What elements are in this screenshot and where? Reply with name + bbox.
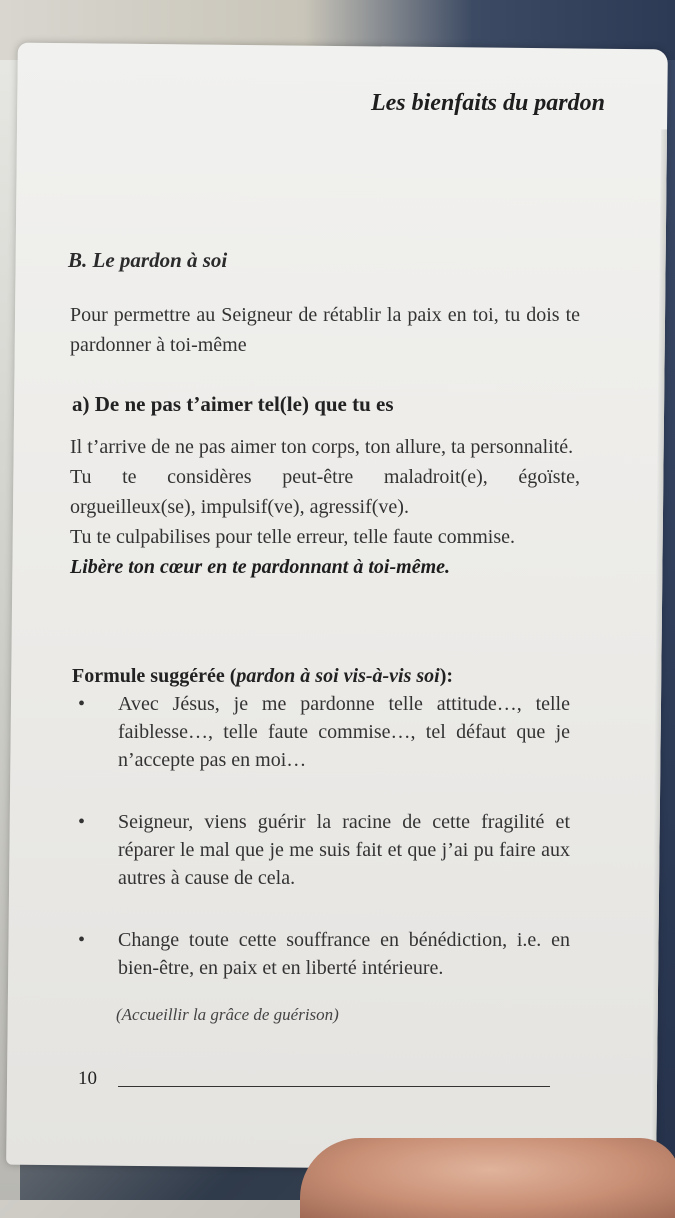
- bullet-icon: •: [78, 929, 86, 951]
- bullet-text: Change toute cette souffrance en bénédiction, i.e. en bien-être, en paix et en liberté intérieure.: [118, 929, 570, 979]
- bullet-icon: •: [78, 811, 86, 833]
- formula-title-italic: pardon à soi vis-à-vis soi: [236, 665, 440, 687]
- bullet-text: Avec Jésus, je me pardonne telle attitude…, telle faiblesse…, telle faute commise…, tel défaut que je n’accepte pas en moi…: [118, 693, 570, 771]
- emphasis-line: Libère ton cœur en te pardonnant à toi-même.: [70, 556, 450, 578]
- subsection-heading: a) De ne pas t’aimer tel(le) que tu es: [72, 392, 394, 416]
- running-title: Les bienfaits du pardon: [370, 90, 605, 116]
- page-number: 10: [78, 1068, 97, 1089]
- body-paragraph: [70, 432, 580, 582]
- thumb-image: [300, 1138, 675, 1218]
- bullet-icon: •: [78, 693, 86, 715]
- bullet-text: Seigneur, viens guérir la racine de cette fragilité et réparer le mal que je me suis fait et que j’ai pu faire aux autres à cause de cela.: [118, 811, 570, 889]
- list-item: [70, 690, 570, 774]
- body-line: Il t’arrive de ne pas aimer ton corps, ton allure, ta personnalité.: [70, 436, 574, 458]
- formula-title: [72, 665, 453, 688]
- formula-title-bold: Formule suggérée (: [72, 665, 237, 687]
- bullet-list: [70, 690, 570, 1016]
- list-item: [70, 808, 570, 892]
- intro-paragraph: Pour permettre au Seigneur de rétablir la paix en toi, tu dois te pardonner à toi-même: [70, 304, 580, 356]
- footer-rule: [118, 1086, 550, 1087]
- formula-title-end: ):: [439, 665, 454, 687]
- caption: (Accueillir la grâce de guérison): [116, 1005, 339, 1024]
- section-heading: B. Le pardon à soi: [68, 248, 228, 272]
- list-item: [70, 926, 570, 982]
- body-line: Tu te culpabilises pour telle erreur, telle faute commise.: [70, 526, 515, 548]
- body-line: Tu te considères peut-être maladroit(e), égoïste, orgueilleux(se), impulsif(ve), agressif(ve).: [70, 466, 580, 518]
